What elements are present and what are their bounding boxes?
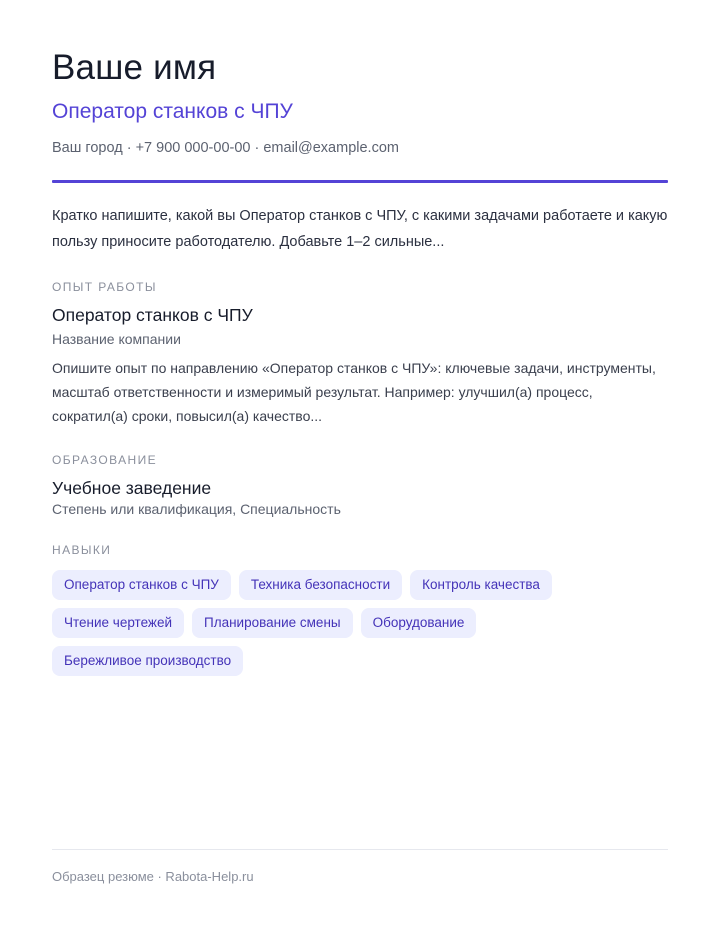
skill-chip: Бережливое производство — [52, 646, 243, 676]
summary-text: Кратко напишите, какой вы Оператор станков с ЧПУ, с какими задачами работаете и какую пользу приносите работодателю. Добавьте 1–2 сильные... — [52, 208, 668, 250]
job-description: Опишите опыт по направлению «Оператор станков с ЧПУ»: ключевые задачи, инструменты, масштаб ответственности и измеримый результат. Например: улучшил(а) процесс, сократил(а) сроки, повысил(а) качество... — [52, 360, 656, 424]
job-title: Оператор станков с ЧПУ — [52, 305, 253, 325]
skill-chip: Контроль качества — [410, 570, 552, 600]
company-name: Название компании — [52, 331, 181, 347]
candidate-role: Оператор станков с ЧПУ — [52, 100, 293, 123]
section-title-experience: ОПЫТ РАБОТЫ — [52, 280, 157, 294]
candidate-name: Ваше имя — [52, 48, 217, 87]
education-degree: Степень или квалификация, Специальность — [52, 501, 341, 517]
contact-line: Ваш город · +7 900 000-00-00 · email@example.com — [52, 140, 399, 156]
footer-divider — [52, 849, 668, 850]
resume-page — [52, 0, 668, 936]
section-title-education: ОБРАЗОВАНИЕ — [52, 453, 158, 467]
education-institution: Учебное заведение — [52, 478, 212, 498]
section-title-skills: НАВЫКИ — [52, 543, 112, 557]
header-divider — [52, 180, 668, 183]
footer-text: Образец резюме · Rabota-Help.ru — [52, 869, 254, 884]
skill-chip: Планирование смены — [192, 608, 353, 638]
skills-list — [52, 570, 668, 676]
skill-chip: Оборудование — [361, 608, 477, 638]
skill-chip: Оператор станков с ЧПУ — [52, 570, 231, 600]
skill-chip: Техника безопасности — [239, 570, 402, 600]
skill-chip: Чтение чертежей — [52, 608, 184, 638]
